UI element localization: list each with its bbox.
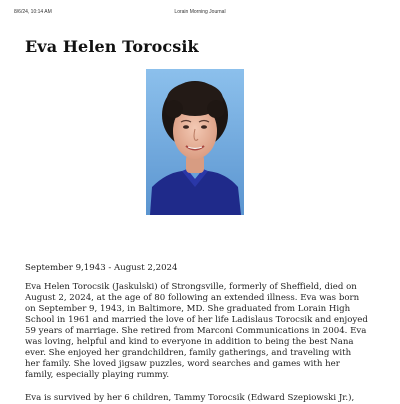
print-timestamp: 8/6/24, 10:14 AM	[14, 9, 52, 15]
obituary-name-heading: Eva Helen Torocsik	[25, 37, 199, 56]
paragraph-line: was loving, helpful and kind to everyone in addition to being the best Nana	[25, 337, 354, 347]
life-dates: September 9,1943 - August 2,2024	[25, 263, 178, 273]
site-name: Lorain Morning Journal	[174, 9, 226, 15]
paragraph-line: family, especially playing rummy.	[25, 370, 170, 380]
paragraph-line: ever. She enjoyed her grandchildren, family gatherings, and traveling with	[25, 348, 352, 358]
paragraph-line: School in 1961 and married the love of her life Ladislaus Torocsik and enjoyed	[25, 315, 368, 325]
obituary-paragraph	[25, 282, 375, 381]
print-header	[14, 9, 386, 19]
portrait-photo	[146, 69, 244, 215]
paragraph-line: Eva Helen Torocsik (Jaskulski) of Strongsville, formerly of Sheffield, died on	[25, 282, 357, 292]
paragraph-line: on September 9, 1943, in Baltimore, MD. She graduated from Lorain High	[25, 304, 351, 314]
paragraph-line: 59 years of marriage. She retired from Marconi Communications in 2004. Eva	[25, 326, 367, 336]
paragraph-line: August 2, 2024, at the age of 80 following an extended illness. Eva was born	[25, 293, 360, 303]
paragraph-line: her family. She loved jigsaw puzzles, word searches and games with her	[25, 359, 340, 369]
survivors-paragraph-partial: Eva is survived by her 6 children, Tammy Torocsik (Edward Szepiowski Jr.),	[25, 393, 355, 403]
